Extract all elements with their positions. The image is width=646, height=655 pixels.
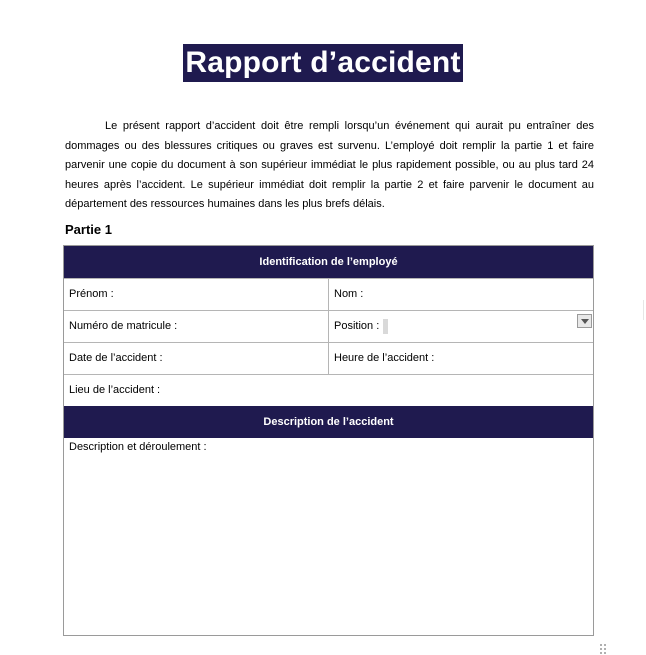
position-label: Position : <box>334 320 380 332</box>
accident-date-field[interactable] <box>64 343 329 374</box>
last-name-label: Nom : <box>334 288 364 300</box>
accident-time-field[interactable] <box>329 343 593 374</box>
identification-section-header: Identification de l’employé <box>64 246 593 278</box>
employee-number-label: Numéro de matricule : <box>69 320 178 332</box>
description-section-header: Description de l’accident <box>64 406 593 438</box>
place-row <box>64 374 593 406</box>
part-heading: Partie 1 <box>65 222 112 237</box>
description-label: Description et déroulement : <box>69 441 207 453</box>
description-field[interactable] <box>64 438 593 635</box>
matricule-position-row <box>64 310 593 342</box>
employee-number-field[interactable] <box>64 311 329 342</box>
accident-time-label: Heure de l’accident : <box>334 352 435 364</box>
resize-handle-icon[interactable] <box>598 643 610 655</box>
accident-date-label: Date de l’accident : <box>69 352 163 364</box>
accident-place-label: Lieu de l’accident : <box>69 384 161 396</box>
intro-paragraph: Le présent rapport d’accident doit être rempli lorsqu’un événement qui aurait pu entraîner des dommages ou des blessures critiques ou graves est survenu. L’employé doit remplir la partie 1 et faire parvenir une copie du document à son supérieur immédiat le plus rapidement possible, ou au plus tard 24 heures après l’accident. Le supérieur immédiat doit remplir la partie 2 et faire parvenir le document au département des ressources humaines dans les plus brefs délais. <box>65 120 594 210</box>
position-select-input[interactable] <box>383 319 388 334</box>
name-row <box>64 278 593 310</box>
title-container <box>0 44 646 82</box>
accident-form <box>63 245 594 636</box>
first-name-label: Prénom : <box>69 288 114 300</box>
chevron-down-icon[interactable] <box>577 314 592 328</box>
last-name-field[interactable] <box>329 279 593 310</box>
position-field[interactable] <box>329 311 593 342</box>
first-name-field[interactable] <box>64 279 329 310</box>
document-title: Rapport d’accident <box>183 44 462 82</box>
accident-place-field[interactable] <box>64 375 593 406</box>
page-edge-marker <box>643 300 644 320</box>
date-time-row <box>64 342 593 374</box>
